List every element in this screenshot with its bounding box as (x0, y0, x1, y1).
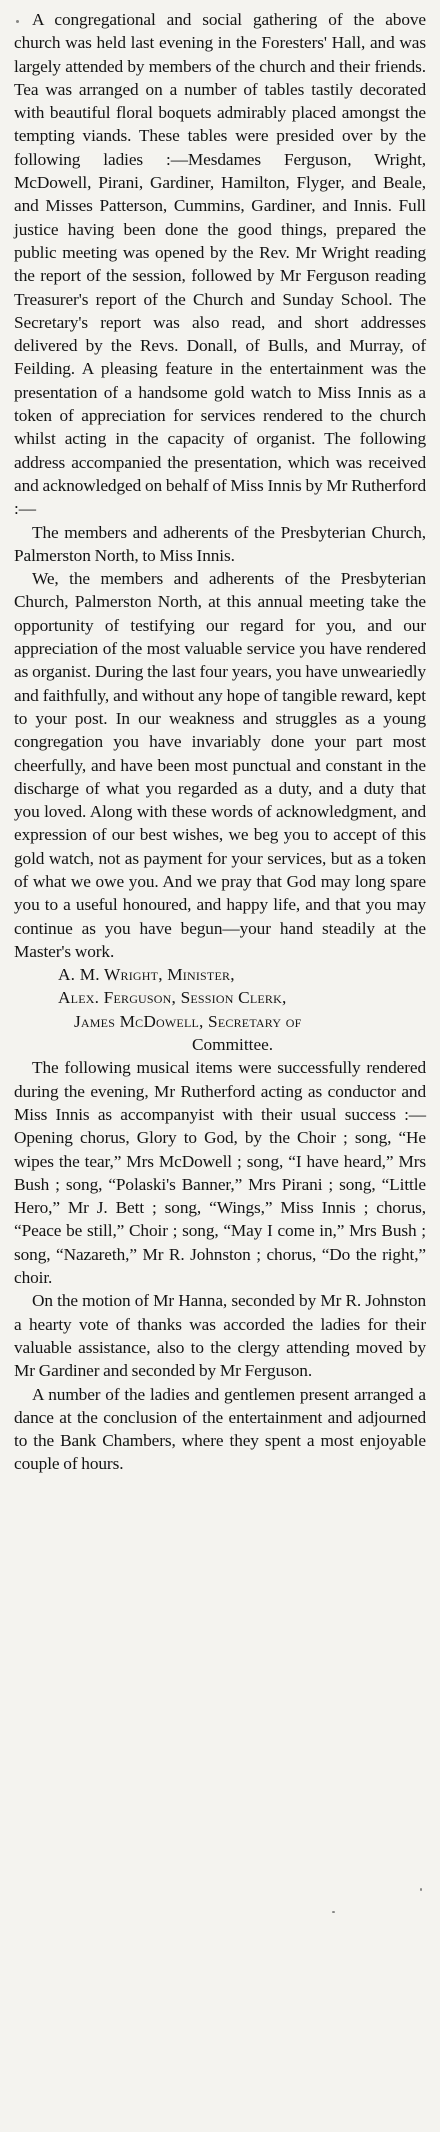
closing-paragraph: A number of the ladies and gentlemen present arranged a dance at the conclusion of the entertainment and adjourned to the Bank Chambers, where they spent a most enjoyable couple of hours. (14, 1384, 426, 1474)
signature-block (14, 963, 426, 1056)
musical-items-paragraph: The following musical items were successfully rendered during the evening, Mr Rutherford acting as conductor and Miss Innis as accompanyist with their usual success :—Opening chorus, Glory to God, by the Choir ; song, “He wipes the tear,” Mrs McDowell ; song, “I have heard,” Mrs Bush ; song, “Polaski's Banner,” Mrs Pirani ; song, “Little Hero,” Mr J. Bett ; song, “Wings,” Miss Innis ; chorus, “Peace be still,” Choir ; song, “May I come in,” Mrs Bush ; song, “Nazareth,” Mr R. Johnston ; chorus, “Do the right,” choir. (14, 1058, 426, 1288)
signature-secretary: James McDowell, Secretary of (74, 1011, 302, 1031)
intro-paragraph: A congregational and social gathering of the above church was held last evening in the Foresters' Hall, and was largely attended by members of the church and their friends. Tea was arranged on a number of tables tastily decorated with beautiful floral boquets admirably placed amongst the tempting viands. These tables were presided over by the following ladies :—Mesdames Ferguson, Wright, McDowell, Pirani, Gardiner, Hamilton, Flyger, and Beale, and Misses Patterson, Cummins, Gardiner, and Innis. Full justice having been done the good things, prepared the public meeting was opened by the Rev. Mr Wright reading the report of the session, followed by Mr Ferguson reading Treasurer's report of the Church and Sunday School. The Secretary's report was also read, and short addresses delivered by the Revs. Donall, of Bulls, and Murray, of Feilding. A pleasing feature in the entertainment was the presentation of a handsome gold watch to Miss Innis as a token of appreciation for services rendered to the church whilst acting in the capacity of organist. The following address accompanied the presentation, which was received and acknowledged on behalf of Miss Innis by Mr Rutherford :— (14, 10, 426, 519)
vote-of-thanks-paragraph: On the motion of Mr Hanna, seconded by Mr R. Johnston a hearty vote of thanks was accorded the ladies for their valuable assistance, also to the clergy attending moved by Mr Gardiner and seconded by Mr Ferguson. (14, 1291, 426, 1381)
newspaper-column (14, 8, 426, 2116)
signature-session-clerk: Alex. Ferguson, Session Clerk, (58, 988, 287, 1008)
print-speck (16, 20, 19, 23)
signature-minister: A. M. Wright, Minister, (58, 965, 235, 985)
print-speck (332, 1911, 335, 1913)
address-heading: The members and adherents of the Presbyterian Church, Palmerston North, to Miss Innis. (14, 522, 426, 565)
signature-committee: Committee. (192, 1035, 274, 1055)
print-speck (420, 1888, 422, 1891)
address-body: We, the members and adherents of the Presbyterian Church, Palmerston North, at this annual meeting take the opportunity of testifying our regard for you, and our appreciation of the most valuable service you have rendered as organist. During the last four years, you have unweariedly and faithfully, and without any hope of tangible reward, kept to your post. In our weakness and struggles as a young congregation you have invariably done your part most cheerfully, and have been most punctual and constant in the discharge of what you regarded as a duty, and a duty that you loved. Along with these words of acknowledgment, and expression of our best wishes, we beg you to accept of this gold watch, not as payment for your services, but as a token of what we owe you. And we pray that God may long spare you to a useful honoured, and happy life, and that you may continue as you have begun—your hand steadily at the Master's work. (14, 569, 426, 961)
